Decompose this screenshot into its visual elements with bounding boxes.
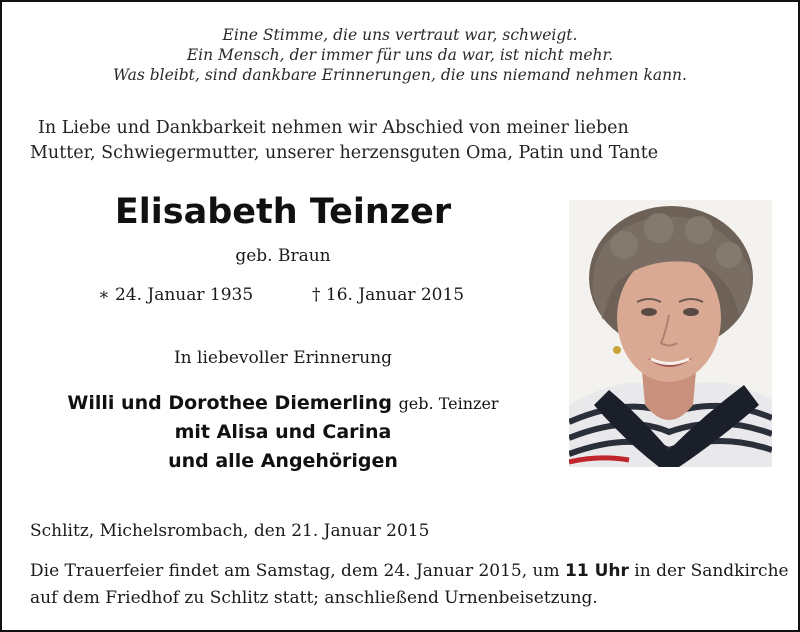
family-birth-note: geb. Teinzer bbox=[398, 394, 499, 413]
birth-name: geb. Braun bbox=[235, 246, 331, 266]
family-line-3: und alle Angehörigen bbox=[168, 450, 398, 472]
portrait-icon bbox=[569, 200, 772, 467]
deceased-name: Elisabeth Teinzer bbox=[114, 192, 452, 232]
death-date: † 16. Januar 2015 bbox=[312, 285, 465, 305]
intro-line-2: Mutter, Schwiegermutter, unserer herzensguten Oma, Patin und Tante bbox=[30, 143, 659, 163]
portrait-photo bbox=[569, 200, 772, 467]
service-line-1: Die Trauerfeier findet am Samstag, dem 24. Januar 2015, um 11 Uhr in der Sandkirche bbox=[30, 561, 789, 581]
intro-line-1: In Liebe und Dankbarkeit nehmen wir Abschied von meiner lieben bbox=[38, 118, 629, 138]
place-date: Schlitz, Michelsrombach, den 21. Januar 2015 bbox=[30, 521, 430, 541]
service-line-2: auf dem Friedhof zu Schlitz statt; anschließend Urnenbeisetzung. bbox=[30, 588, 598, 608]
birth-date: ∗ 24. Januar 1935 bbox=[98, 285, 254, 305]
poem-line-2: Ein Mensch, der immer für uns da war, ist nicht mehr. bbox=[186, 46, 614, 64]
service-time: 11 Uhr bbox=[565, 561, 629, 581]
poem-line-3: Was bleibt, sind dankbare Erinnerungen, die uns niemand nehmen kann. bbox=[113, 66, 687, 84]
family-names: Willi und Dorothee Diemerling bbox=[67, 392, 392, 414]
family-line-1 bbox=[0, 392, 566, 414]
poem-line-1: Eine Stimme, die uns vertraut war, schweigt. bbox=[222, 26, 578, 44]
family-line-2: mit Alisa und Carina bbox=[174, 421, 392, 443]
memory-line: In liebevoller Erinnerung bbox=[173, 348, 393, 368]
